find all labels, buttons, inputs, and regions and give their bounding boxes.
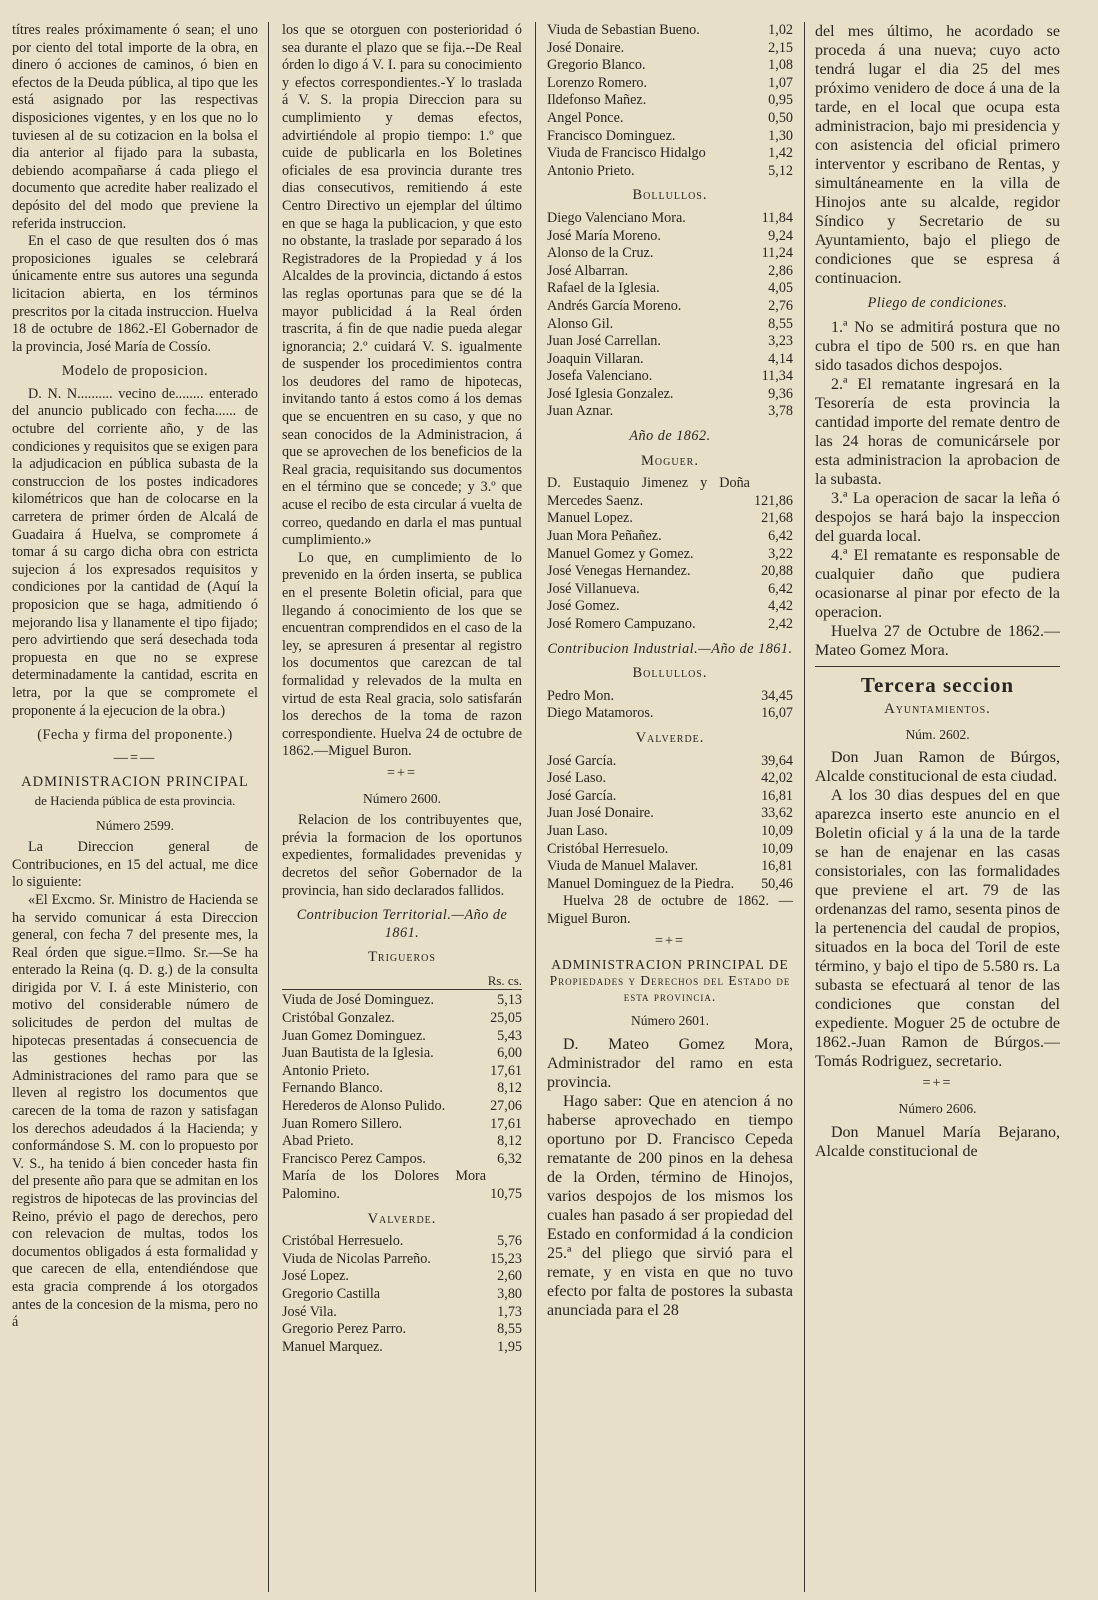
separator: —=— bbox=[113, 749, 157, 766]
paragraph: D. Mateo Gomez Mora, Administrador del ramo en esta provincia. bbox=[547, 1035, 793, 1091]
paragraph: En el caso de que resulten dos ó mas proposiciones iguales se celebrará únicamente entre sus autores una segunda licitacion abierta, en los términos prescritos por la citada instruccion. Huelva 18 de octubre de 1862.-El Gobernador de la provincia, José María de Cossío. bbox=[12, 233, 258, 355]
taxpayer-name: Juan Mora Peñañez. bbox=[547, 528, 662, 545]
taxpayer-name: José Iglesia Gonzalez. bbox=[547, 385, 674, 402]
tax-amount: 2,86 bbox=[768, 262, 793, 279]
taxpayer-row bbox=[547, 475, 793, 510]
section-heading: Pliego de condiciones. bbox=[867, 295, 1008, 311]
column-rule bbox=[804, 22, 805, 1592]
section-heading: ADMINISTRACION PRINCIPAL bbox=[21, 774, 249, 791]
town-heading: Trigueros bbox=[368, 949, 436, 966]
taxpayer-name: José Venegas Hernandez. bbox=[547, 563, 691, 580]
taxpayer-name: Alonso de la Cruz. bbox=[547, 245, 654, 262]
taxpayer-name: José Albarran. bbox=[547, 262, 629, 279]
tax-amount: 9,24 bbox=[768, 227, 793, 244]
tax-amount: 27,06 bbox=[490, 1098, 522, 1115]
taxpayer-row bbox=[282, 1321, 522, 1339]
taxpayer-name: Manuel Gomez y Gomez. bbox=[547, 545, 694, 562]
paragraph: Don Manuel María Bejarano, Alcalde constitucional de bbox=[815, 1123, 1060, 1160]
section-subheading: de Hacienda pública de esta provincia. bbox=[34, 792, 236, 808]
taxpayer-name: Juan Bautista de la Iglesia. bbox=[282, 1045, 434, 1062]
taxpayer-row bbox=[282, 1133, 522, 1151]
taxpayer-row bbox=[547, 823, 793, 841]
taxpayer-name: Juan José Donaire. bbox=[547, 805, 654, 822]
paragraph: Hago saber: Que en atencion á no haberse aprovechado en tiempo oportuno por D. Francisco Cepeda rematante de 200 pinos en la dehesa de la Orden, término de Hinojos, varios despojos de los mismos los cuales han pasado á ser propiedad del Estado en conformidad á la condicion 25.ª del pliego que sirvió para el remate, y en vista en que no tuvo efecto por falta de postores la subasta anunciada para el 28 bbox=[547, 1092, 793, 1319]
tax-amount: 0,95 bbox=[768, 92, 793, 109]
tax-amount: 10,09 bbox=[761, 840, 793, 857]
taxpayer-row bbox=[547, 598, 793, 616]
column-3 bbox=[547, 22, 793, 1592]
taxpayer-name: José Lopez. bbox=[282, 1268, 349, 1285]
paragraph: D. N. N.......... vecino de........ enterado del anuncio publicado con fecha...... de octubre del corriente año, y de las condiciones y requisitos que se exigen para la adjudicacion en pública subasta de la construccion de los postes indicadores kilométricos que han de colocarse en la carretera de primer órden de Alcalá de Guadaira á Huelva, se compromete á tomar á su cargo dicha obra con estricta sujecion á los expresados requisitos y condiciones por la cantidad de (Aquí la proposicion que se haga, admitiendo ó mejorando lisa y llanamente el tipo fijado; pero advirtiendo que será desechada toda propuesta en que no se exprese determinadamente la cantidad, escrita en letra, por la que se compromete el proponente á la ejecucion de la obra.) bbox=[12, 385, 258, 719]
tax-amount: 5,13 bbox=[497, 992, 522, 1009]
taxpayer-name: Gregorio Perez Parro. bbox=[282, 1321, 407, 1338]
taxpayer-row bbox=[547, 280, 793, 298]
town-heading: Bollullos. bbox=[632, 665, 708, 682]
taxpayer-row bbox=[547, 753, 793, 771]
tax-amount: 3,23 bbox=[768, 333, 793, 350]
separator: =+= bbox=[386, 764, 417, 781]
tax-amount: 11,34 bbox=[761, 368, 793, 385]
taxpayer-row bbox=[547, 841, 793, 859]
taxpayer-row bbox=[547, 510, 793, 528]
amount-header: Rs. cs. bbox=[282, 972, 522, 991]
number-heading: Número 2600. bbox=[363, 790, 441, 806]
tax-amount: 9,36 bbox=[768, 385, 793, 402]
tax-amount: 121,86 bbox=[753, 492, 793, 509]
taxpayer-row bbox=[547, 228, 793, 246]
tax-amount: 34,45 bbox=[761, 687, 793, 704]
taxpayer-row bbox=[282, 1028, 522, 1046]
taxpayer-name: Gregorio Blanco. bbox=[547, 57, 646, 74]
taxpayer-row bbox=[547, 57, 793, 75]
tax-amount: 3,78 bbox=[768, 403, 793, 420]
tax-amount: 3,80 bbox=[497, 1285, 522, 1302]
paragraph: «El Excmo. Sr. Ministro de Hacienda se ha servido comunicar á esta Direccion general, con fecha 7 del presente mes, la Real órden que sigue.=Ilmo. Sr.—Se ha enterado la Reina (q. D. g.) de la consulta dirigida por V. I. á este Ministerio, con motivo del considerable número de solicitudes de perdon del multas de hipotecas presentadas á consecuencia de las gestiones hechas por las Administraciones del ramo para que se lleven al registro los documentos que carecen de la toma de razon y satisfagan los derechos adeudados á la Hacienda; y conformándose S. M. con lo propuesto por V. S., ha tenido á bien conceder hasta fin del presente año para que se admitan en los registros de hipotecas de las provincias del Reino, prévio el pago de derechos, pero con relevacion de multas, todos los documentos obligados á esta formalidad y que carecen de ella, entendiéndose que esta gracia comprende á los otorgados antes de la concesion de la misma, pero no á bbox=[12, 891, 258, 1331]
taxpayer-row bbox=[547, 75, 793, 93]
tax-amount: 6,42 bbox=[768, 528, 793, 545]
taxpayer-row bbox=[547, 92, 793, 110]
taxpayer-name: Pedro Mon. bbox=[547, 687, 614, 704]
separator: =+= bbox=[654, 932, 685, 949]
paragraph: Relacion de los contribuyentes que, prévia la formacion de los oportunos expedientes, formalidades prevenidas y decretos del señor Gobernador de la provincia, han sido declarados fallidos. bbox=[282, 812, 522, 899]
tax-amount: 6,00 bbox=[497, 1045, 522, 1062]
tax-amount: 1,42 bbox=[768, 145, 793, 162]
taxpayer-row bbox=[547, 22, 793, 40]
taxpayer-list bbox=[547, 475, 793, 633]
paragraph: los que se otorguen con posterioridad ó sea durante el plazo que se fija.--De Real órden lo digo á V. I. para su conocimiento y efectos correspondientes.-Y lo traslada á V. S. la propia Direccion para su cumplimiento y demas efectos, advirtiéndole al propio tiempo: 1.º que cuide de publicarla en los Boletines oficiales de esa provincia durante tres dias consecutivos, remitiendo á este Centro Directivo un ejemplar del último en que se haga la publicacion, y que esto no obstante, la traslade por separado á los Registradores de la Propiedad y á los Alcaldes de la provincia, dictando á estos las reglas oportunas para que se dé la mayor publicidad á la Real órden trascrita, á fin de que nadie pueda alegar ignorancia; 2.º cuidará V. S. igualmente de suspender los procedimientos contra los deudores del ramo de hipotecas, invitando tanto á estos como á los demas que se encuentren en su caso, y que no sean conocidos de la Administracion, á que se aprovechen de los beneficios de la Real gracia, requisitando sus documentos en el término que se concede; y 3.º que acuse el recibo de esta circular á vuelta de correo, quedando en darla el mas puntual cumplimiento.» bbox=[282, 22, 522, 549]
tax-amount: 2,60 bbox=[497, 1268, 522, 1285]
section-heading: Contribucion Industrial.—Año de 1861. bbox=[547, 640, 793, 657]
taxpayer-row bbox=[547, 528, 793, 546]
tax-amount: 4,42 bbox=[768, 598, 793, 615]
tax-amount: 10,09 bbox=[761, 822, 793, 839]
section-heading: ADMINISTRACION PRINCIPAL DE Propiedades y Derechos del Estado de esta provincia. bbox=[549, 957, 791, 1005]
tax-amount: 1,95 bbox=[497, 1338, 522, 1355]
taxpayer-list bbox=[547, 210, 793, 421]
taxpayer-row bbox=[282, 1151, 522, 1169]
taxpayer-name: Viuda de Francisco Hidalgo bbox=[547, 145, 706, 162]
tax-amount: 16,07 bbox=[761, 705, 793, 722]
taxpayer-row bbox=[282, 1063, 522, 1081]
tax-amount: 11,84 bbox=[761, 209, 793, 226]
taxpayer-row bbox=[547, 616, 793, 634]
town-heading: Bollullos. bbox=[632, 187, 708, 204]
taxpayer-list bbox=[547, 688, 793, 723]
taxpayer-row bbox=[547, 145, 793, 163]
taxpayer-row bbox=[547, 263, 793, 281]
taxpayer-row bbox=[547, 858, 793, 876]
section-heading: Contribucion Territorial.—Año de 1861. bbox=[296, 907, 508, 941]
tax-amount: 0,50 bbox=[768, 109, 793, 126]
tax-amount: 21,68 bbox=[761, 510, 793, 527]
paragraph: títres reales próximamente ó sean; el uno por ciento del total importe de la obra, en dinero ó acciones de caminos, ó bien en efectos de la Deuda pública, al tipo que les está asignado por las respectivas disposiciones vigentes, y en los que no lo tuviesen al de su cotizacion en la bolsa el dia anterior al fijado para la subasta, debiendo acompañarse á cada pliego el documento que acredite haber realizado el depósito del del modo que previene la referida instruccion. bbox=[12, 22, 258, 232]
paragraph: Don Juan Ramon de Búrgos, Alcalde constitucional de esta ciudad. bbox=[815, 749, 1060, 786]
tax-amount: 6,32 bbox=[497, 1150, 522, 1167]
taxpayer-row bbox=[282, 992, 522, 1010]
taxpayer-row bbox=[547, 40, 793, 58]
taxpayer-name: Fernando Blanco. bbox=[282, 1080, 383, 1097]
paragraph: A los 30 dias despues del en que aparezca inserto este anuncio en el Boletin oficial y á la una de la tarde se han de enajenar en las casas consistoriales, con las formalidades que previene el art. 79 de las ordenanzas del ramo, sesenta pinos de la pertenencia del caudal de propios, situados en la boca del Toril de este término, y bajo el tipo de 5.580 rs. La subasta se efectuará al tenor de las condiciones que constan del expediente. Moguer 25 de octubre de 1862.-Juan Ramon de Búrgos.—Tomás Rodriguez, secretario. bbox=[815, 787, 1060, 1071]
taxpayer-name: Viuda de Sebastian Bueno. bbox=[547, 22, 700, 38]
taxpayer-name: Juan Aznar. bbox=[547, 403, 614, 420]
taxpayer-name: Gregorio Castilla bbox=[282, 1285, 381, 1302]
tax-amount: 39,64 bbox=[761, 752, 793, 769]
tax-amount: 1,30 bbox=[768, 127, 793, 144]
tax-amount: 1,02 bbox=[768, 22, 793, 38]
taxpayer-row bbox=[547, 351, 793, 369]
taxpayer-list bbox=[547, 22, 793, 180]
taxpayer-name: Viuda de José Dominguez. bbox=[282, 992, 435, 1009]
taxpayer-name: Francisco Perez Campos. bbox=[282, 1150, 426, 1167]
taxpayer-row bbox=[547, 386, 793, 404]
taxpayer-row bbox=[547, 581, 793, 599]
paragraph: Lo que, en cumplimiento de lo prevenido en la órden inserta, se publica en el presente Boletin oficial, para que llegando á conocimiento de los que se encuentran comprendidos en el caso de la ley, se apresuren á presentar al registro los documentos que carezcan de tal formalidad y relevados de la multa en virtud de esta Real gracia, solo satisfarán los derechos de la toma de razon correspondiente. Huelva 24 de octubre de 1862.—Miguel Buron. bbox=[282, 549, 522, 760]
tax-amount: 1,73 bbox=[497, 1303, 522, 1320]
taxpayer-name: Andrés García Moreno. bbox=[547, 297, 682, 314]
signature-line: (Fecha y firma del proponente.) bbox=[37, 727, 233, 744]
tax-amount: 8,55 bbox=[497, 1321, 522, 1338]
taxpayer-name: José Romero Campuzano. bbox=[547, 616, 696, 632]
taxpayer-name: Juan Gomez Dominguez. bbox=[282, 1027, 426, 1044]
condition-item: 4.ª El rematante es responsable de cualquier daño que pudiera ocasionarse al pinar por efecto de la operacion. bbox=[815, 546, 1060, 621]
taxpayer-name: Cristóbal Herresuelo. bbox=[547, 840, 669, 857]
tax-amount: 42,02 bbox=[761, 770, 793, 787]
town-heading: Valverde. bbox=[635, 729, 705, 746]
taxpayer-name: Juan José Carrellan. bbox=[547, 333, 661, 350]
number-heading: Núm. 2602. bbox=[905, 726, 970, 742]
taxpayer-row bbox=[282, 1168, 522, 1203]
taxpayer-name: Antonio Prieto. bbox=[547, 162, 635, 179]
taxpayer-row bbox=[547, 563, 793, 581]
tax-amount: 2,42 bbox=[768, 616, 793, 632]
section-heading: Ayuntamientos. bbox=[884, 701, 991, 718]
tax-amount: 50,46 bbox=[761, 875, 793, 892]
taxpayer-name: Ildefonso Mañez. bbox=[547, 92, 647, 109]
taxpayer-name: Manuel Lopez. bbox=[547, 510, 633, 527]
tax-amount: 16,81 bbox=[761, 787, 793, 804]
taxpayer-name: Diego Matamoros. bbox=[547, 705, 654, 722]
taxpayer-name: Juan Romero Sillero. bbox=[282, 1115, 403, 1132]
tax-amount: 5,43 bbox=[497, 1027, 522, 1044]
taxpayer-row bbox=[282, 1251, 522, 1269]
taxpayer-name: Josefa Valenciano. bbox=[547, 368, 653, 385]
separator: =+= bbox=[922, 1075, 953, 1092]
taxpayer-name: María de los Dolores Mora Palomino. bbox=[282, 1168, 487, 1202]
taxpayer-row bbox=[282, 1304, 522, 1322]
taxpayer-row bbox=[547, 110, 793, 128]
column-4 bbox=[815, 22, 1060, 1592]
taxpayer-name: D. Eustaquio Jimenez y Doña Mercedes Saenz. bbox=[547, 475, 750, 509]
tax-amount: 8,12 bbox=[497, 1133, 522, 1150]
taxpayer-name: Abad Prieto. bbox=[282, 1133, 354, 1150]
taxpayer-row bbox=[547, 705, 793, 723]
taxpayer-name: Viuda de Manuel Malaver. bbox=[547, 858, 699, 875]
taxpayer-name: Antonio Prieto. bbox=[282, 1062, 370, 1079]
tax-amount: 8,12 bbox=[497, 1080, 522, 1097]
taxpayer-row bbox=[282, 1010, 522, 1028]
taxpayer-name: José Gomez. bbox=[547, 598, 620, 615]
taxpayer-row bbox=[547, 128, 793, 146]
tax-amount: 20,88 bbox=[761, 563, 793, 580]
taxpayer-name: Diego Valenciano Mora. bbox=[547, 209, 686, 226]
tax-amount: 4,14 bbox=[768, 350, 793, 367]
tax-amount: 5,12 bbox=[768, 162, 793, 179]
taxpayer-name: Alonso Gil. bbox=[547, 315, 614, 332]
taxpayer-row bbox=[547, 163, 793, 181]
taxpayer-name: Viuda de Nicolas Parreño. bbox=[282, 1250, 431, 1267]
column-rule bbox=[268, 22, 269, 1592]
tax-amount: 10,75 bbox=[490, 1186, 522, 1202]
number-heading: Número 2606. bbox=[898, 1100, 977, 1116]
tax-amount: 17,61 bbox=[490, 1115, 522, 1132]
town-heading: Moguer. bbox=[641, 452, 699, 469]
taxpayer-name: Joaquin Villaran. bbox=[547, 350, 644, 367]
taxpayer-row bbox=[547, 368, 793, 386]
number-heading: Número 2601. bbox=[631, 1013, 709, 1029]
tax-amount: 15,23 bbox=[490, 1250, 522, 1267]
paragraph: del mes último, he acordado se proceda á una nueva; cuyo acto tendrá lugar el dia 25 del mes próximo venidero de doce á una de la tarde, en el local que ocupa esta administracion, bajo mi presidencia y con asistencia del oficial primero interventor y escribano de Rentas, y simultáneamente en la villa de Hinojos ante su alcalde, regidor Síndico y Secretario de su Ayuntamiento, bajo el pliego de condiciones que se espresa á continuacion. bbox=[815, 23, 1060, 287]
tax-amount: 17,61 bbox=[490, 1062, 522, 1079]
tax-amount: 1,07 bbox=[768, 74, 793, 91]
column-1 bbox=[12, 22, 258, 1592]
condition-item: 3.ª La operacion de sacar la leña ó despojos se hará bajo la inspeccion del guarda local. bbox=[815, 489, 1060, 545]
taxpayer-name: Manuel Marquez. bbox=[282, 1338, 383, 1355]
taxpayer-row bbox=[282, 1045, 522, 1063]
taxpayer-row bbox=[282, 1268, 522, 1286]
column-rule bbox=[535, 22, 536, 1592]
tax-amount: 2,76 bbox=[768, 297, 793, 314]
taxpayer-name: Lorenzo Romero. bbox=[547, 74, 648, 91]
condition-item: 1.ª No se admitirá postura que no cubra el tipo de 500 rs. en que han sido tasados dichos despojos. bbox=[815, 318, 1060, 374]
taxpayer-row bbox=[547, 298, 793, 316]
number-heading: Número 2599. bbox=[96, 817, 174, 833]
taxpayer-name: Rafael de la Iglesia. bbox=[547, 280, 660, 297]
taxpayer-name: Juan Laso. bbox=[547, 822, 608, 839]
taxpayer-row bbox=[547, 876, 793, 894]
taxpayer-name: Herederos de Alonso Pulido. bbox=[282, 1098, 446, 1115]
taxpayer-list bbox=[282, 1233, 522, 1356]
tax-amount: 6,42 bbox=[768, 580, 793, 597]
taxpayer-row bbox=[547, 333, 793, 351]
tax-amount: 8,55 bbox=[768, 315, 793, 332]
taxpayer-row bbox=[547, 788, 793, 806]
taxpayer-row bbox=[282, 1233, 522, 1251]
section-heading: Modelo de proposicion. bbox=[61, 363, 209, 380]
taxpayer-row bbox=[547, 316, 793, 334]
taxpayer-name: José Donaire. bbox=[547, 39, 625, 56]
taxpayer-name: Cristóbal Gonzalez. bbox=[282, 1010, 395, 1027]
taxpayer-name: José García. bbox=[547, 787, 617, 804]
taxpayer-row bbox=[547, 210, 793, 228]
taxpayer-name: José María Moreno. bbox=[547, 227, 661, 244]
tax-amount: 33,62 bbox=[761, 805, 793, 822]
tax-amount: 2,15 bbox=[768, 39, 793, 56]
tax-amount: 1,08 bbox=[768, 57, 793, 74]
taxpayer-list bbox=[282, 992, 522, 1203]
taxpayer-row bbox=[547, 245, 793, 263]
taxpayer-row bbox=[282, 1339, 522, 1357]
town-heading: Valverde. bbox=[367, 1210, 437, 1227]
taxpayer-row bbox=[547, 403, 793, 421]
taxpayer-name: José Vila. bbox=[282, 1303, 337, 1320]
taxpayer-row bbox=[547, 546, 793, 564]
taxpayer-row bbox=[282, 1098, 522, 1116]
taxpayer-row bbox=[547, 805, 793, 823]
condition-item: 2.ª El rematante ingresará en la Tesorería de esta provincia la cantidad importe del remate dentro de las 24 horas de comunicársele por esta administracion la aprobacion de la subasta. bbox=[815, 375, 1060, 488]
taxpayer-name: Angel Ponce. bbox=[547, 109, 624, 126]
taxpayer-name: José García. bbox=[547, 752, 617, 769]
taxpayer-row bbox=[547, 770, 793, 788]
taxpayer-row bbox=[547, 688, 793, 706]
tax-amount: 4,05 bbox=[768, 280, 793, 297]
tax-amount: 5,76 bbox=[497, 1233, 522, 1250]
paragraph: La Direccion general de Contribuciones, en 15 del actual, me dice lo siguiente: bbox=[12, 839, 258, 891]
section-title: Tercera seccion bbox=[860, 672, 1015, 697]
year-heading: Año de 1862. bbox=[629, 428, 711, 445]
taxpayer-name: José Villanueva. bbox=[547, 580, 640, 597]
tax-amount: 3,22 bbox=[768, 545, 793, 562]
taxpayer-name: Manuel Dominguez de la Piedra. bbox=[547, 875, 735, 892]
taxpayer-row bbox=[282, 1286, 522, 1304]
tax-amount: 11,24 bbox=[761, 245, 793, 262]
tax-amount: 16,81 bbox=[761, 858, 793, 875]
taxpayer-list bbox=[547, 753, 793, 894]
taxpayer-row bbox=[282, 1080, 522, 1098]
column-2 bbox=[282, 22, 522, 1592]
taxpayer-name: José Laso. bbox=[547, 770, 607, 787]
divider bbox=[815, 666, 1060, 667]
taxpayer-name: Cristóbal Herresuelo. bbox=[282, 1233, 404, 1250]
taxpayer-row bbox=[282, 1116, 522, 1134]
signature-line: Huelva 27 de Octubre de 1862.—Mateo Gomez Mora. bbox=[815, 622, 1060, 659]
tax-amount: 25,05 bbox=[490, 1010, 522, 1027]
signature-line: Huelva 28 de octubre de 1862. —Miguel Buron. bbox=[547, 893, 793, 927]
taxpayer-name: Francisco Dominguez. bbox=[547, 127, 676, 144]
